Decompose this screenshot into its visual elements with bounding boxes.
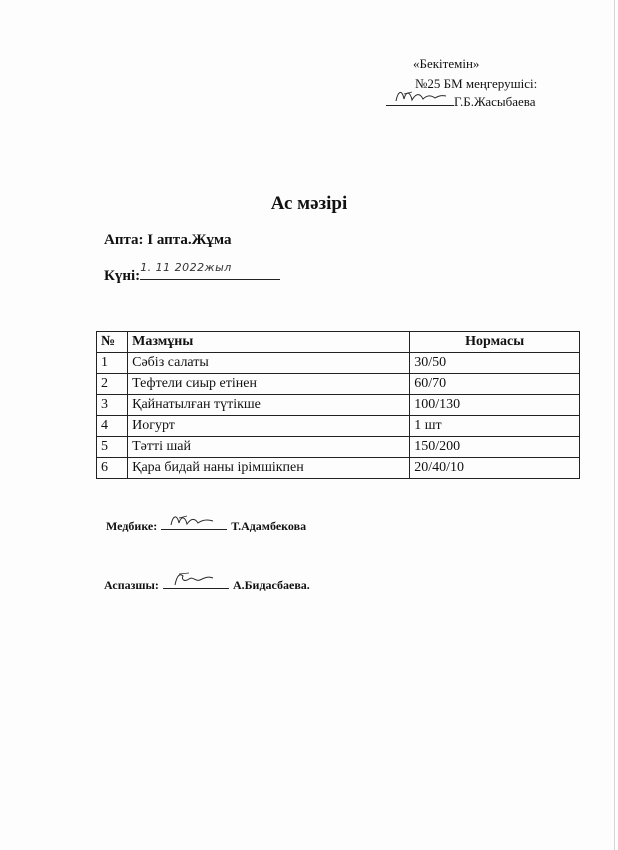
- row-number: 2: [97, 374, 128, 395]
- cook-signature: [163, 576, 229, 589]
- row-norm: 150/200: [410, 437, 580, 458]
- header-norm: Нормасы: [410, 332, 580, 353]
- row-dish: Тефтели сиыр етінен: [128, 374, 410, 395]
- row-dish: Қайнатылған түтікше: [128, 395, 410, 416]
- week-label: Апта: І апта.Жұма: [104, 232, 232, 248]
- table-row: [97, 395, 580, 416]
- head-name: Г.Б.Жасыбаева: [454, 94, 536, 109]
- row-dish: Иогурт: [128, 416, 410, 437]
- head-signature: [386, 93, 454, 106]
- row-norm: 100/130: [410, 395, 580, 416]
- row-number: 5: [97, 437, 128, 458]
- approval-position: №25 БМ меңгерушісі:: [415, 76, 538, 91]
- table-row: [97, 416, 580, 437]
- date-row: [104, 263, 280, 285]
- row-dish: Тәтті шай: [128, 437, 410, 458]
- table-header-row: [97, 332, 580, 353]
- row-number: 6: [97, 458, 128, 479]
- table-row: [97, 458, 580, 479]
- table-row: [97, 374, 580, 395]
- row-dish: Қара бидай наны ірімшікпен: [128, 458, 410, 479]
- cook-label: Аспазшы:: [104, 578, 159, 592]
- row-norm: 30/50: [410, 353, 580, 374]
- document-title: Ас мәзірі: [270, 193, 348, 214]
- date-label: Күні:: [104, 268, 141, 284]
- cook-signature-row: [104, 576, 310, 593]
- approval-heading: «Бекітемін»: [413, 56, 480, 71]
- cook-signature-mark: [171, 570, 227, 588]
- nurse-signature: [161, 517, 227, 530]
- date-line: [140, 263, 280, 280]
- nurse-label: Медбике:: [106, 519, 158, 533]
- row-number: 1: [97, 353, 128, 374]
- row-dish: Сәбіз салаты: [128, 353, 410, 374]
- nurse-signature-row: [106, 517, 306, 534]
- row-number: 4: [97, 416, 128, 437]
- nurse-signature-mark: [167, 511, 223, 529]
- approval-signature-line: [386, 93, 536, 111]
- row-norm: 20/40/10: [410, 458, 580, 479]
- header-number: №: [97, 332, 128, 353]
- header-content: Мазмұны: [128, 332, 410, 353]
- nurse-name: Т.Адамбекова: [231, 519, 307, 533]
- cook-name: А.Бидасбаева.: [232, 578, 310, 592]
- menu-table: [96, 331, 580, 479]
- handwritten-date: 1. 11 2022жыл: [140, 261, 232, 274]
- row-number: 3: [97, 395, 128, 416]
- row-norm: 1 шт: [410, 416, 580, 437]
- table-row: [97, 437, 580, 458]
- row-norm: 60/70: [410, 374, 580, 395]
- table-row: [97, 353, 580, 374]
- page-edge: [614, 0, 615, 850]
- head-signature-mark: [390, 87, 450, 105]
